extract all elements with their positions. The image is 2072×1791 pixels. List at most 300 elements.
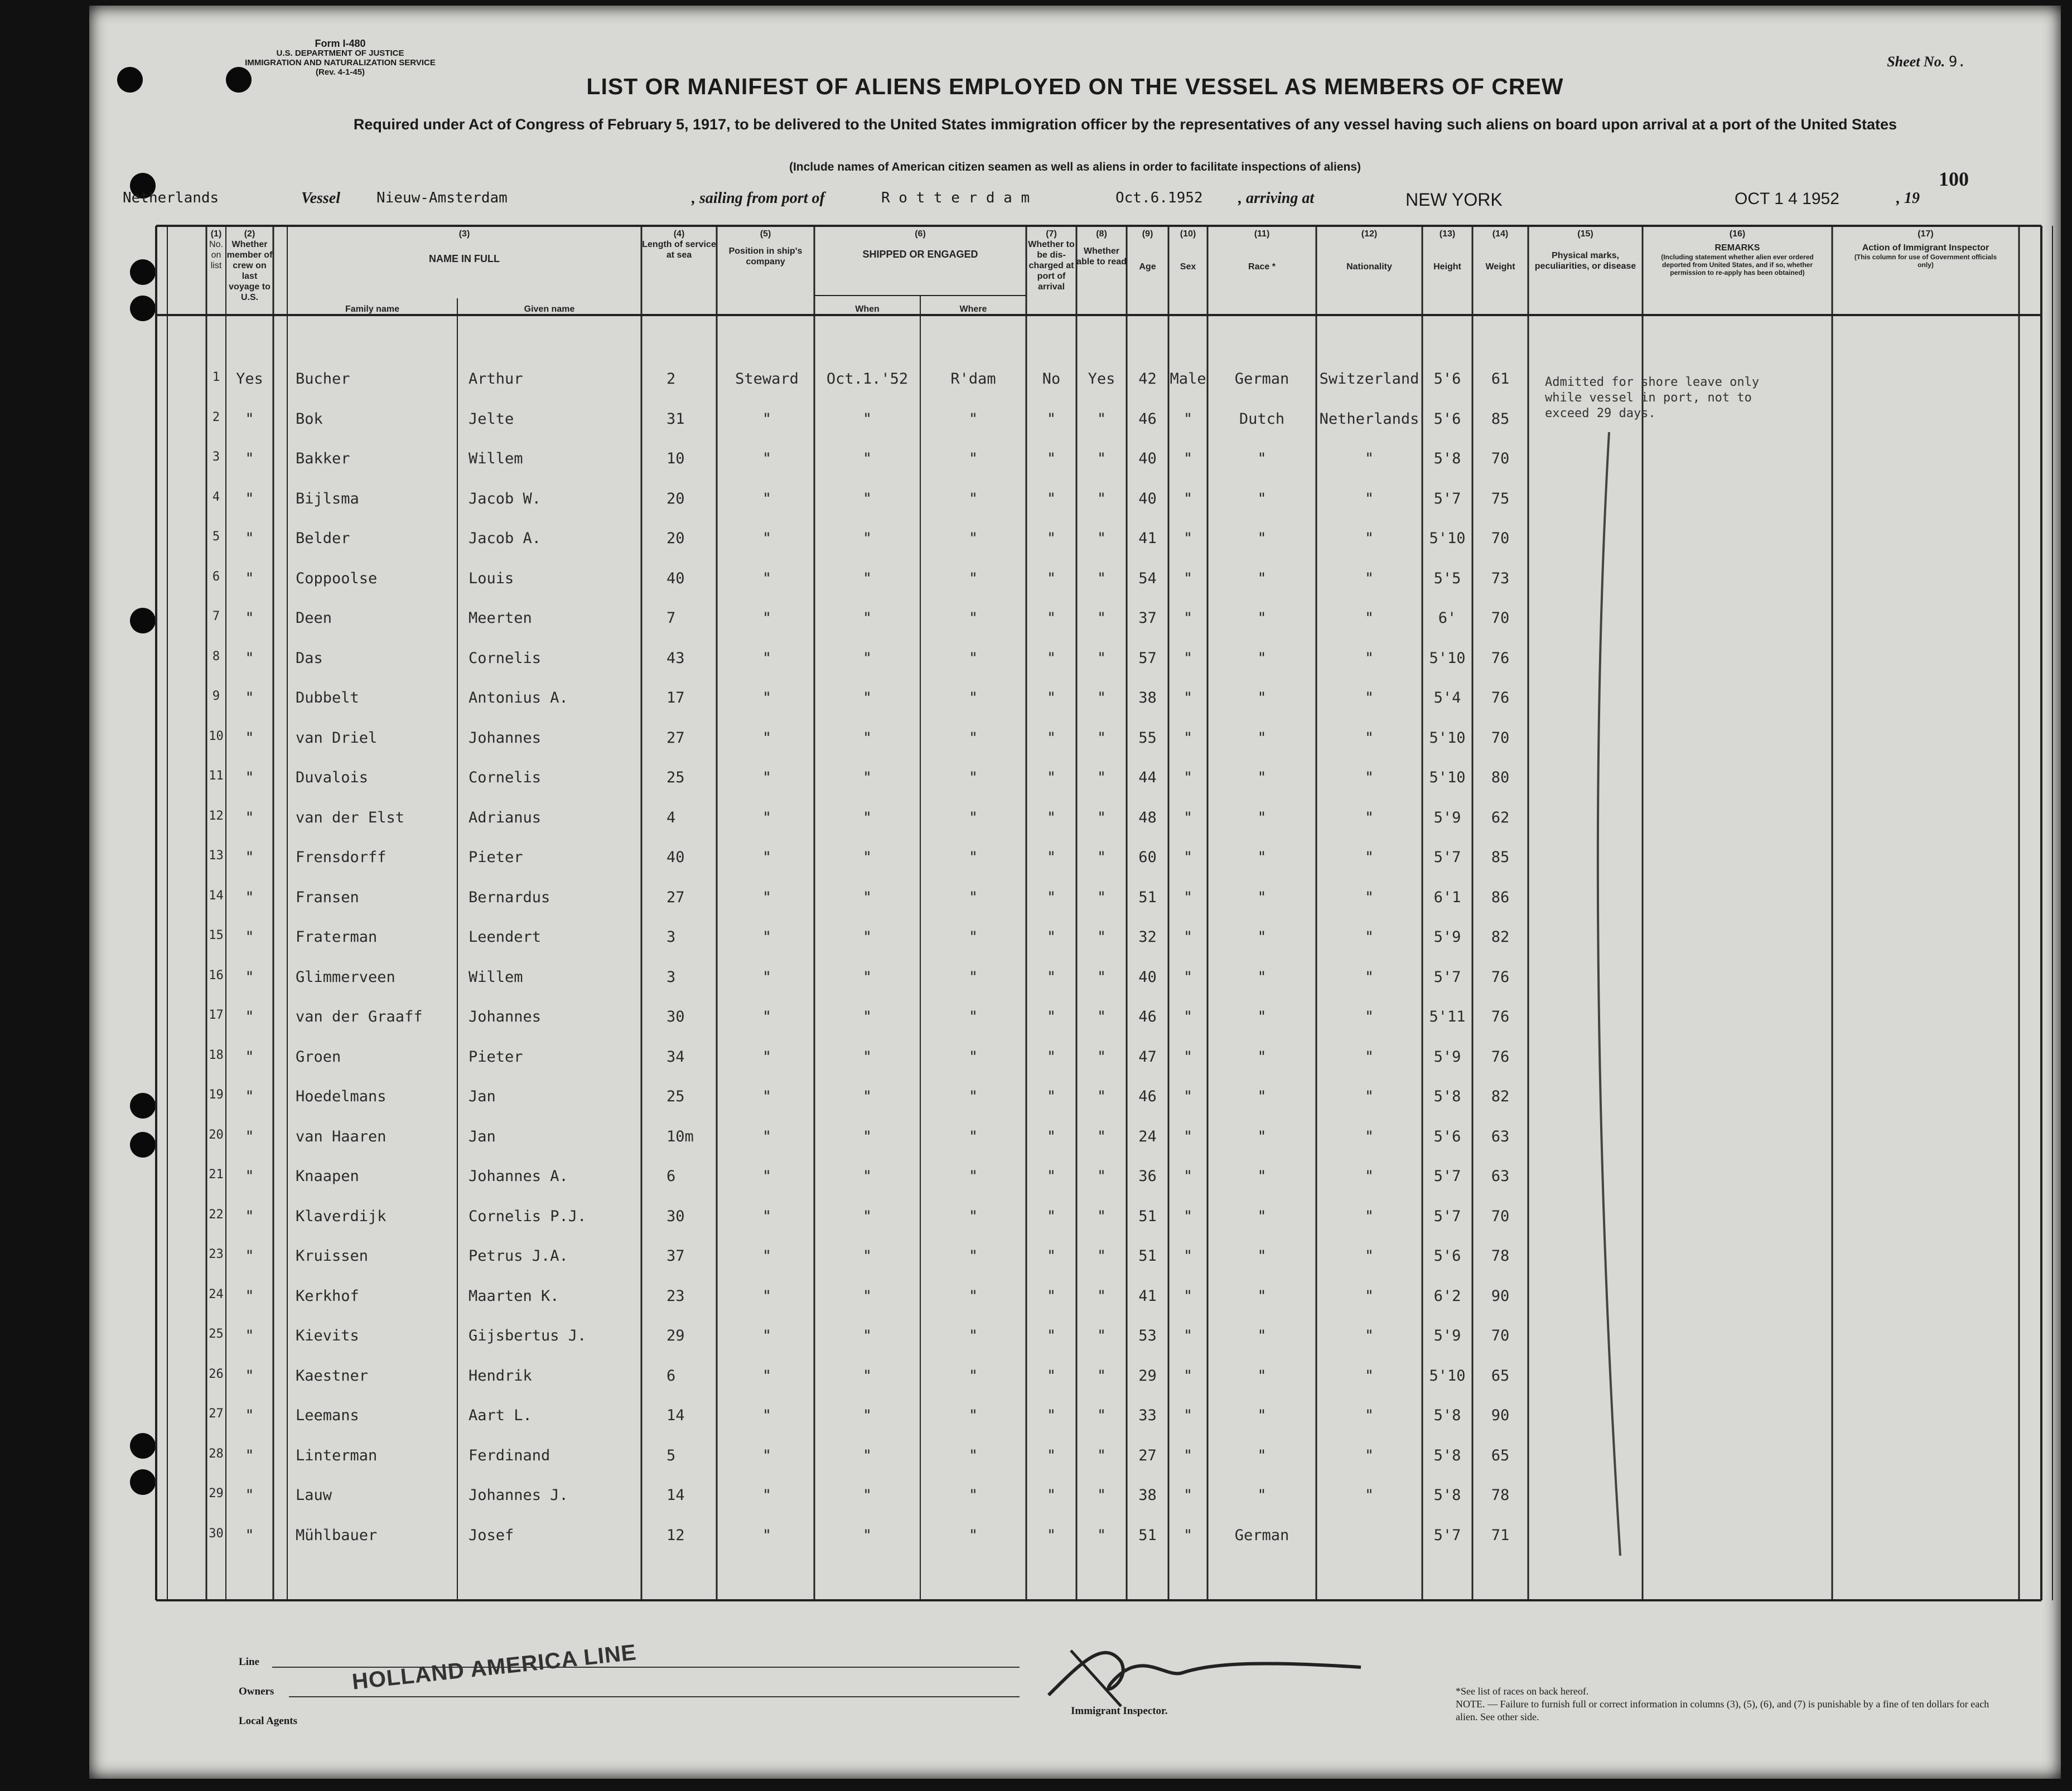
cell-service: 30: [666, 1207, 685, 1225]
table-row: [89, 761, 2061, 801]
cell-given: Johannes: [469, 729, 542, 747]
cell-member: ": [245, 888, 254, 906]
cell-service: 34: [666, 1048, 685, 1066]
cell-member: ": [245, 1127, 254, 1145]
cell-race: ": [1257, 769, 1267, 786]
cell-discharged: ": [1046, 689, 1056, 706]
cell-discharged: ": [1046, 410, 1056, 428]
cell-discharged: ": [1046, 729, 1056, 747]
cell-weight: 85: [1491, 849, 1510, 866]
cell-race: ": [1257, 1487, 1267, 1504]
cell-no: 22: [209, 1207, 224, 1222]
cell-family: van der Graaff: [296, 1008, 423, 1025]
cell-nationality: ": [1364, 490, 1374, 507]
cell-position: ": [762, 1247, 772, 1265]
cell-age: 40: [1138, 450, 1157, 467]
cell-read: ": [1097, 609, 1107, 627]
cell-when: ": [862, 809, 872, 826]
cell-member: ": [245, 689, 254, 706]
table-row: [89, 1280, 2061, 1319]
cell-discharged: ": [1046, 450, 1056, 467]
cell-when: Oct.1.'52: [826, 370, 909, 388]
cell-race: ": [1257, 649, 1267, 667]
cell-member: ": [245, 1367, 254, 1385]
cell-service: 3: [666, 968, 676, 986]
cell-discharged: ": [1046, 530, 1056, 547]
cell-service: 6: [666, 1367, 676, 1385]
page-title: LIST OR MANIFEST OF ALIENS EMPLOYED ON THE VESSEL AS MEMBERS OF CREW: [586, 74, 1564, 99]
cell-where: ": [968, 849, 978, 866]
cell-nationality: ": [1364, 1407, 1374, 1424]
cell-discharged: ": [1046, 1008, 1056, 1025]
cell-race: ": [1257, 849, 1267, 866]
cell-position: ": [762, 1207, 772, 1225]
cell-member: ": [245, 1287, 254, 1305]
cell-when: ": [862, 1367, 872, 1385]
cell-age: 38: [1138, 689, 1157, 706]
cell-height: 5'5: [1433, 569, 1461, 587]
cell-nationality: ": [1364, 1008, 1374, 1025]
cell-read: ": [1097, 1048, 1107, 1066]
table-row: [89, 562, 2061, 602]
cell-family: van Driel: [296, 729, 378, 747]
sheet-label: Sheet No.: [1887, 54, 1945, 70]
cell-nationality: ": [1364, 809, 1374, 826]
cell-position: ": [762, 1327, 772, 1344]
cell-given: Willem: [469, 450, 523, 467]
cell-sex: ": [1183, 1487, 1193, 1504]
cell-family: Mühlbauer: [296, 1526, 378, 1544]
cell-member: ": [245, 609, 254, 627]
include-note: (Include names of American citizen seamen as well as aliens in order to facilitate inspections of aliens): [789, 161, 1361, 173]
cell-nationality: ": [1364, 649, 1374, 667]
cell-when: ": [862, 410, 872, 428]
cell-age: 33: [1138, 1407, 1157, 1424]
cell-position: ": [762, 1526, 772, 1544]
cell-when: ": [862, 1327, 872, 1344]
cell-nationality: ": [1364, 888, 1374, 906]
cell-race: ": [1257, 490, 1267, 507]
departure-port: R o t t e r d a m: [881, 190, 1030, 206]
cell-race: ": [1257, 450, 1267, 467]
cell-height: 5'9: [1433, 1048, 1461, 1066]
cell-family: Deen: [296, 609, 332, 627]
cell-where: ": [968, 1207, 978, 1225]
cell-sex: ": [1183, 1168, 1193, 1185]
cell-sex: ": [1183, 649, 1193, 667]
cell-discharged: ": [1046, 968, 1056, 986]
cell-age: 54: [1138, 569, 1157, 587]
cell-when: ": [862, 849, 872, 866]
cell-age: 41: [1138, 1287, 1157, 1305]
cell-when: ": [862, 1127, 872, 1145]
cell-family: Das: [296, 649, 323, 667]
races-note: *See list of races on back hereof. NOTE. — Failure to furnish full or correct information in columns (3), (5), (6), and (7) is punishable by a fine of ten dollars for each alien. See other side.: [1456, 1686, 1989, 1722]
cell-nationality: ": [1364, 928, 1374, 946]
cell-weight: 86: [1491, 888, 1510, 906]
cell-height: 5'9: [1433, 809, 1461, 826]
page-subtitle: Required under Act of Congress of February 5, 1917, to be delivered to the United States immigration officer by the representatives of any vessel having such aliens on board upon arrival at a port of the United States: [353, 116, 1897, 133]
cell-given: Arthur: [469, 370, 523, 388]
cell-read: ": [1097, 1367, 1107, 1385]
cell-weight: 76: [1491, 649, 1510, 667]
cell-given: Johannes: [469, 1008, 542, 1025]
cell-nationality: ": [1364, 569, 1374, 587]
cell-member: ": [245, 490, 254, 507]
cell-sex: ": [1183, 1287, 1193, 1305]
cell-no: 30: [209, 1526, 224, 1541]
cell-when: ": [862, 729, 872, 747]
cell-race: ": [1257, 968, 1267, 986]
cell-member: ": [245, 410, 254, 428]
col-3-header: (3) NAME IN FULL: [429, 229, 500, 264]
cell-age: 40: [1138, 490, 1157, 507]
cell-family: Linterman: [296, 1446, 378, 1464]
col-15-header: (15) Physical marks, peculiarities, or disease: [1534, 229, 1636, 271]
cell-weight: 70: [1491, 1207, 1510, 1225]
cell-when: ": [862, 1168, 872, 1185]
cell-service: 25: [666, 769, 685, 786]
cell-sex: ": [1183, 1008, 1193, 1025]
cell-discharged: ": [1046, 1247, 1056, 1265]
cell-height: 5'8: [1433, 450, 1461, 467]
cell-where: ": [968, 1088, 978, 1105]
cell-height: 5'4: [1433, 689, 1461, 706]
col-14-header: (14) Weight: [1485, 229, 1515, 272]
table-row: [89, 801, 2061, 841]
cell-given: Cornelis P.J.: [469, 1207, 587, 1225]
cell-where: ": [968, 1487, 978, 1504]
cell-race: ": [1257, 1008, 1267, 1025]
cell-read: ": [1097, 569, 1107, 587]
cell-where: ": [968, 689, 978, 706]
cell-where: ": [968, 1168, 978, 1185]
cell-nationality: ": [1364, 1446, 1374, 1464]
table-row: [89, 921, 2061, 960]
cell-service: 40: [666, 849, 685, 866]
cell-family: Bakker: [296, 450, 350, 467]
cell-weight: 65: [1491, 1446, 1510, 1464]
cell-position: ": [762, 928, 772, 946]
cell-no: 1: [212, 370, 220, 384]
cell-service: 20: [666, 530, 685, 547]
cell-no: 25: [209, 1327, 224, 1341]
cell-given: Antonius A.: [469, 689, 568, 706]
cell-race: ": [1257, 1207, 1267, 1225]
cell-discharged: ": [1046, 809, 1056, 826]
cell-height: 5'7: [1433, 1168, 1461, 1185]
where-header: Where: [959, 304, 987, 314]
cell-where: ": [968, 649, 978, 667]
cell-no: 17: [209, 1008, 224, 1022]
cell-position: ": [762, 769, 772, 786]
cell-where: ": [968, 1247, 978, 1265]
cell-nationality: ": [1364, 1048, 1374, 1066]
cell-position: ": [762, 609, 772, 627]
cell-no: 6: [212, 569, 220, 584]
cell-sex: ": [1183, 1247, 1193, 1265]
cell-race: ": [1257, 1247, 1267, 1265]
col-13-header: (13) Height: [1433, 229, 1461, 272]
cell-family: Leemans: [296, 1407, 359, 1424]
cell-nationality: ": [1364, 609, 1374, 627]
table-row: [89, 722, 2061, 761]
cell-age: 51: [1138, 1526, 1157, 1544]
cell-weight: 63: [1491, 1168, 1510, 1185]
cell-no: 13: [209, 849, 224, 863]
cell-given: Jacob W.: [469, 490, 542, 507]
form-service: IMMIGRATION AND NATURALIZATION SERVICE: [245, 58, 436, 67]
cell-given: Jan: [469, 1127, 496, 1145]
cell-race: ": [1257, 689, 1267, 706]
cell-where: ": [968, 769, 978, 786]
cell-nationality: ": [1364, 1287, 1374, 1305]
cell-sex: ": [1183, 609, 1193, 627]
table-row: [89, 1000, 2061, 1040]
table-row: [89, 1359, 2061, 1399]
cell-no: 27: [209, 1407, 224, 1421]
cell-position: ": [762, 1088, 772, 1105]
cell-age: 53: [1138, 1327, 1157, 1344]
cell-race: ": [1257, 530, 1267, 547]
cell-where: ": [968, 1526, 978, 1544]
col-12-header: (12) Nationality: [1346, 229, 1392, 272]
cell-sex: ": [1183, 1088, 1193, 1105]
cell-no: 24: [209, 1287, 224, 1301]
table-row: [89, 881, 2061, 921]
table-row: [89, 681, 2061, 721]
form-number: Form I-480: [315, 38, 366, 49]
cell-member: ": [245, 1327, 254, 1344]
cell-age: 46: [1138, 410, 1157, 428]
cell-when: ": [862, 569, 872, 587]
cell-position: ": [762, 849, 772, 866]
cell-nationality: ": [1364, 729, 1374, 747]
cell-service: 37: [666, 1247, 685, 1265]
cell-age: 40: [1138, 968, 1157, 986]
manifest-page: [89, 6, 2061, 1779]
cell-discharged: ": [1046, 609, 1056, 627]
cell-when: ": [862, 1287, 872, 1305]
cell-service: 6: [666, 1168, 676, 1185]
cell-when: ": [862, 530, 872, 547]
cell-sex: ": [1183, 450, 1193, 467]
cell-sex: ": [1183, 769, 1193, 786]
cell-service: 7: [666, 609, 676, 627]
cell-member: ": [245, 729, 254, 747]
cell-read: ": [1097, 1008, 1107, 1025]
cell-given: Meerten: [469, 609, 532, 627]
cell-member: ": [245, 1048, 254, 1066]
cell-weight: 70: [1491, 609, 1510, 627]
cell-position: ": [762, 968, 772, 986]
cell-discharged: ": [1046, 1088, 1056, 1105]
cell-position: ": [762, 689, 772, 706]
cell-height: 5'10: [1429, 1367, 1466, 1385]
cell-given: Maarten K.: [469, 1287, 559, 1305]
cell-sex: ": [1183, 569, 1193, 587]
cell-when: ": [862, 928, 872, 946]
cell-service: 29: [666, 1327, 685, 1344]
cell-race: ": [1257, 888, 1267, 906]
cell-weight: 71: [1491, 1526, 1510, 1544]
cell-discharged: ": [1046, 1127, 1056, 1145]
page-count: 100: [1939, 168, 1969, 190]
cell-age: 46: [1138, 1008, 1157, 1025]
cell-no: 4: [212, 490, 220, 504]
family-name-header: Family name: [345, 304, 399, 314]
cell-service: 4: [666, 809, 676, 826]
cell-weight: 73: [1491, 569, 1510, 587]
cell-sex: ": [1183, 490, 1193, 507]
cell-discharged: ": [1046, 928, 1056, 946]
table-row: [89, 1080, 2061, 1120]
cell-age: 27: [1138, 1446, 1157, 1464]
cell-nationality: ": [1364, 1088, 1374, 1105]
cell-age: 46: [1138, 1088, 1157, 1105]
cell-family: Glimmerveen: [296, 968, 395, 986]
cell-given: Pieter: [469, 849, 523, 866]
cell-age: 29: [1138, 1367, 1157, 1385]
cell-member: ": [245, 769, 254, 786]
cell-when: ": [862, 689, 872, 706]
cell-when: ": [862, 490, 872, 507]
cell-member: ": [245, 809, 254, 826]
remarks-text: Admitted for shore leave only while vessel in port, not to exceed 29 days.: [1545, 375, 1760, 420]
owners-label: Owners: [239, 1686, 274, 1697]
cell-family: Kievits: [296, 1327, 359, 1344]
cell-given: Willem: [469, 968, 523, 986]
cell-race: German: [1234, 370, 1289, 388]
cell-when: ": [862, 1048, 872, 1066]
cell-nationality: ": [1364, 769, 1374, 786]
cell-read: ": [1097, 1088, 1107, 1105]
cell-race: ": [1257, 729, 1267, 747]
cell-where: ": [968, 490, 978, 507]
cell-weight: 70: [1491, 530, 1510, 547]
table-row: [89, 1240, 2061, 1279]
cell-height: 5'10: [1429, 769, 1466, 786]
cell-given: Jelte: [469, 410, 514, 428]
cell-family: Dubbelt: [296, 689, 359, 706]
table-row: [89, 1519, 2061, 1558]
cell-read: ": [1097, 928, 1107, 946]
cell-sex: ": [1183, 1446, 1193, 1464]
cell-race: ": [1257, 609, 1267, 627]
cell-sex: ": [1183, 1127, 1193, 1145]
table-row: [89, 602, 2061, 641]
cell-race: ": [1257, 1407, 1267, 1424]
cell-nationality: ": [1364, 1327, 1374, 1344]
col-4-header: (4) Length of service at sea: [642, 229, 716, 260]
cell-weight: 75: [1491, 490, 1510, 507]
cell-height: 5'7: [1433, 490, 1461, 507]
cell-read: ": [1097, 1127, 1107, 1145]
cell-weight: 90: [1491, 1287, 1510, 1305]
cell-member: ": [245, 649, 254, 667]
cell-read: ": [1097, 1407, 1107, 1424]
table-row: [89, 522, 2061, 561]
cell-read: ": [1097, 1487, 1107, 1504]
cell-nationality: ": [1364, 1127, 1374, 1145]
cell-no: 18: [209, 1048, 224, 1062]
cell-weight: 78: [1491, 1487, 1510, 1504]
cell-when: ": [862, 1088, 872, 1105]
cell-when: ": [862, 1487, 872, 1504]
cell-discharged: ": [1046, 1168, 1056, 1185]
cell-position: ": [762, 569, 772, 587]
table-row: [89, 482, 2061, 522]
cell-weight: 62: [1491, 809, 1510, 826]
cell-race: ": [1257, 1127, 1267, 1145]
cell-weight: 61: [1491, 370, 1510, 388]
cell-race: ": [1257, 1048, 1267, 1066]
table-row: [89, 961, 2061, 1000]
cell-no: 16: [209, 968, 224, 982]
year-label: , 19: [1896, 190, 1920, 207]
agent-stamp: HOLLAND AMERICA LINE: [351, 1640, 638, 1695]
cell-service: 14: [666, 1407, 685, 1424]
cell-read: ": [1097, 1526, 1107, 1544]
form-revision: (Rev. 4-1-45): [315, 67, 365, 77]
cell-discharged: ": [1046, 569, 1056, 587]
cell-when: ": [862, 450, 872, 467]
cell-nationality: ": [1364, 450, 1374, 467]
cell-height: 5'7: [1433, 1526, 1461, 1544]
cell-no: 8: [212, 649, 220, 664]
cell-discharged: ": [1046, 1207, 1056, 1225]
cell-given: Bernardus: [469, 888, 550, 906]
table-row: [89, 642, 2061, 681]
cell-sex: ": [1183, 1207, 1193, 1225]
cell-age: 42: [1138, 370, 1157, 388]
cell-no: 9: [212, 689, 220, 703]
cell-discharged: ": [1046, 490, 1056, 507]
cell-sex: ": [1183, 928, 1193, 946]
arrival-date: OCT 1 4 1952: [1735, 190, 1839, 208]
cell-sex: Male: [1170, 370, 1206, 388]
cell-nationality: ": [1364, 1487, 1374, 1504]
cell-service: 40: [666, 569, 685, 587]
cell-nationality: Netherlands: [1319, 410, 1419, 428]
punch-hole: [130, 259, 156, 285]
cell-given: Jan: [469, 1088, 496, 1105]
cell-discharged: ": [1046, 769, 1056, 786]
cell-nationality: ": [1364, 689, 1374, 706]
cell-family: Hoedelmans: [296, 1088, 387, 1105]
cell-weight: 85: [1491, 410, 1510, 428]
cell-sex: ": [1183, 1327, 1193, 1344]
cell-family: Groen: [296, 1048, 341, 1066]
arrival-port: NEW YORK: [1406, 190, 1503, 210]
cell-discharged: ": [1046, 1407, 1056, 1424]
cell-given: Josef: [469, 1526, 514, 1544]
punch-hole: [130, 296, 156, 321]
cell-member: Yes: [236, 370, 263, 388]
cell-weight: 76: [1491, 689, 1510, 706]
cell-weight: 70: [1491, 450, 1510, 467]
cell-where: ": [968, 1446, 978, 1464]
cell-service: 14: [666, 1487, 685, 1504]
cell-sex: ": [1183, 729, 1193, 747]
cell-age: 48: [1138, 809, 1157, 826]
cell-no: 5: [212, 530, 220, 544]
cell-nationality: ": [1364, 1367, 1374, 1385]
cell-age: 60: [1138, 849, 1157, 866]
cell-height: 5'10: [1429, 649, 1466, 667]
cell-service: 5: [666, 1446, 676, 1464]
cell-position: ": [762, 729, 772, 747]
